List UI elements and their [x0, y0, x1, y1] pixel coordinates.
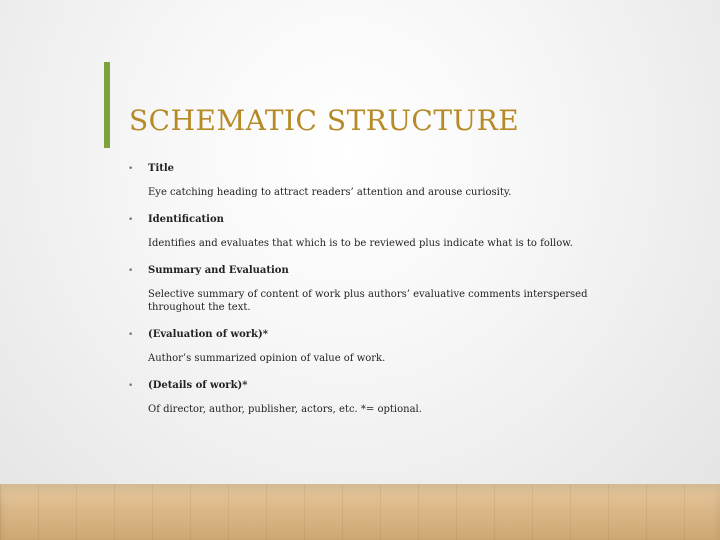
bullet-heading: (Evaluation of work)* [148, 329, 268, 340]
bullet-dot-icon: • [128, 215, 134, 225]
bullet-dot-icon: • [128, 381, 134, 391]
bullet-dot-icon: • [128, 266, 134, 276]
bullet-description: Eye catching heading to attract readers’ attention and arouse curiosity. [148, 187, 512, 198]
wooden-floor-background [0, 484, 720, 540]
bullet-heading: Title [148, 163, 175, 174]
bullet-description: Of director, author, publisher, actors, etc. *= optional. [148, 404, 422, 415]
bullet-description: Selective summary of content of work plus authors’ evaluative comments interspersed throughout the text. [148, 289, 588, 313]
bullet-description: Author’s summarized opinion of value of work. [148, 353, 386, 364]
bullet-item-summary-evaluation [128, 264, 588, 314]
bullet-heading: Summary and Evaluation [148, 265, 289, 276]
slide-title: SCHEMATIC STRUCTURE [129, 104, 520, 137]
bullet-item-evaluation-of-work [128, 328, 588, 365]
bullet-item-identification [128, 213, 588, 250]
bullet-item-details-of-work [128, 379, 588, 416]
bullet-list [128, 162, 588, 430]
bullet-heading: (Details of work)* [148, 380, 248, 391]
accent-bar [104, 62, 110, 148]
bullet-dot-icon: • [128, 164, 134, 174]
bullet-dot-icon: • [128, 330, 134, 340]
bullet-item-title [128, 162, 588, 199]
bullet-description: Identifies and evaluates that which is to be reviewed plus indicate what is to follow. [148, 238, 573, 249]
bullet-heading: Identification [148, 214, 224, 225]
